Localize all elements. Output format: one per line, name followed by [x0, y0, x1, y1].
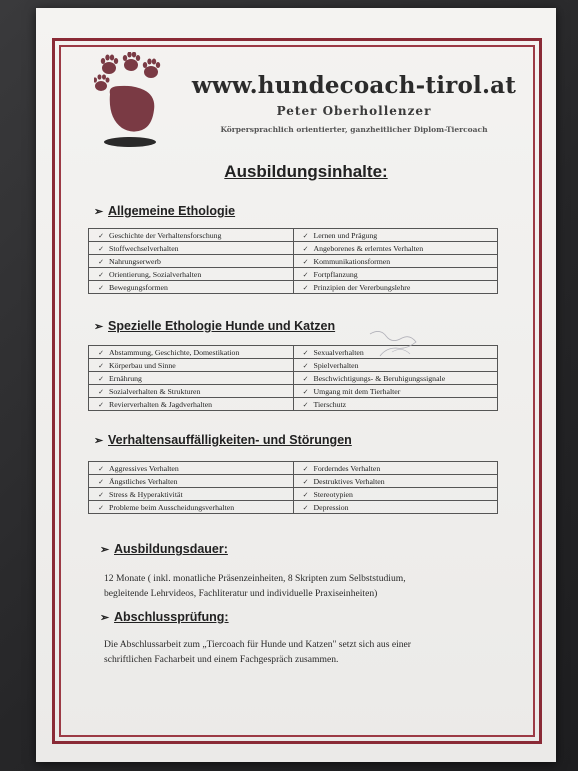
topic-label: Revierverhalten & Jagdverhalten — [109, 399, 213, 409]
topic-label: Destruktives Verhalten — [313, 476, 385, 486]
check-icon: ✓ — [98, 270, 104, 279]
topic-label: Tierschutz — [313, 399, 347, 409]
website-heading: www.hundecoach-tirol.at — [191, 72, 517, 99]
topic-label: Probleme beim Ausscheidungsverhalten — [109, 502, 235, 512]
topic-cell — [89, 385, 294, 398]
topic-cell — [89, 346, 294, 359]
check-icon: ✓ — [98, 348, 104, 357]
topic-cell — [293, 398, 498, 411]
section-heading: ➢ Spezielle Ethologie Hunde und Katzen — [94, 319, 336, 333]
table-row — [89, 488, 498, 501]
topic-label: Prinzipien der Vererbungslehre — [313, 282, 411, 292]
topic-cell — [89, 229, 294, 242]
table-row — [89, 398, 498, 411]
table-row — [89, 255, 498, 268]
topic-label: Sexualverhalten — [313, 347, 364, 357]
topic-label: Sozialverhalten & Strukturen — [109, 386, 201, 396]
topic-label: Stress & Hyperaktivität — [109, 489, 183, 499]
topic-label: Nahrungserwerb — [109, 256, 161, 266]
check-icon: ✓ — [98, 387, 104, 396]
topic-label: Ernährung — [109, 373, 142, 383]
check-icon: ✓ — [302, 257, 309, 266]
check-icon: ✓ — [302, 477, 309, 486]
topic-label: Stereotypien — [313, 489, 353, 499]
section-heading: ➢ Verhaltensauffälligkeiten- und Störungen — [94, 433, 352, 447]
exam-text: Die Abschlussarbeit zum „Tiercoach für Hunde und Katzen" setzt sich aus einer schriftlichen Facharbeit und einem Fachgespräch zusammen. — [104, 639, 412, 665]
topic-label: Aggressives Verhalten — [109, 463, 179, 473]
topic-label: Kommunikationsformen — [313, 256, 391, 266]
table-row — [89, 475, 498, 488]
check-icon: ✓ — [98, 503, 104, 512]
arrow-bullet-icon: ➢ — [94, 435, 104, 447]
topic-cell — [89, 359, 294, 372]
topic-cell — [89, 462, 294, 475]
topic-cell — [293, 255, 498, 268]
section-heading: ➢ Allgemeine Ethologie — [94, 204, 236, 218]
topic-cell — [293, 229, 498, 242]
topic-label: Stoffwechselverhalten — [109, 243, 179, 253]
check-icon: ✓ — [98, 361, 104, 370]
author-name: Peter Oberhollenzer — [276, 104, 432, 118]
topic-label: Körperbau und Sinne — [109, 360, 176, 370]
table-row — [89, 229, 498, 242]
table-row — [89, 268, 498, 281]
table-row — [89, 242, 498, 255]
topic-cell — [89, 255, 294, 268]
topic-cell — [89, 398, 294, 411]
exam-heading: ➢ Abschlussprüfung: — [100, 610, 229, 624]
topic-label: Depression — [313, 502, 349, 512]
topic-cell — [293, 281, 498, 294]
check-icon: ✓ — [98, 231, 104, 240]
check-icon: ✓ — [302, 244, 309, 253]
topic-cell — [293, 372, 498, 385]
check-icon: ✓ — [98, 490, 104, 499]
topic-cell — [293, 488, 498, 501]
topics-table — [88, 461, 498, 514]
topic-label: Angeborenes & erlerntes Verhalten — [313, 243, 424, 253]
check-icon: ✓ — [302, 270, 309, 279]
table-row — [89, 281, 498, 294]
tagline: Körpersprachlich orientierter, ganzheitlicher Diplom-Tiercoach — [220, 125, 488, 134]
topics-table — [88, 345, 498, 411]
topic-cell — [89, 488, 294, 501]
topic-label: Geschichte der Verhaltensforschung — [109, 230, 222, 240]
check-icon: ✓ — [98, 257, 104, 266]
check-icon: ✓ — [98, 464, 104, 473]
check-icon: ✓ — [98, 477, 104, 486]
check-icon: ✓ — [302, 464, 309, 473]
topic-label: Abstammung, Geschichte, Domestikation — [109, 347, 240, 357]
topic-cell — [89, 281, 294, 294]
table-row — [89, 372, 498, 385]
check-icon: ✓ — [302, 400, 309, 409]
check-icon: ✓ — [98, 283, 104, 292]
topic-cell — [89, 242, 294, 255]
arrow-bullet-icon: ➢ — [94, 206, 104, 218]
topic-cell — [89, 475, 294, 488]
check-icon: ✓ — [302, 503, 309, 512]
check-icon: ✓ — [98, 244, 104, 253]
topic-label: Fortpflanzung — [313, 269, 358, 279]
table-row — [89, 501, 498, 514]
topic-cell — [293, 462, 498, 475]
check-icon: ✓ — [302, 387, 309, 396]
page-title: Ausbildungsinhalte: — [224, 162, 388, 181]
check-icon: ✓ — [302, 231, 309, 240]
check-icon: ✓ — [302, 374, 309, 383]
topic-label: Orientierung, Sozialverhalten — [109, 269, 202, 279]
check-icon: ✓ — [98, 400, 104, 409]
duration-text: 12 Monate ( inkl. monatliche Präsenzeinheiten, 8 Skripten zum Selbststudium, begleitende Lehrvideos, Fachliteratur und individuelle Praxiseinheiten) — [104, 573, 406, 599]
duration-heading: ➢ Ausbildungsdauer: — [100, 542, 228, 556]
check-icon: ✓ — [302, 490, 309, 499]
table-row — [89, 359, 498, 372]
table-row — [89, 385, 498, 398]
table-row — [89, 462, 498, 475]
arrow-bullet-icon: ➢ — [100, 544, 110, 556]
topic-cell — [293, 242, 498, 255]
topic-label: Beschwichtigungs- & Beruhigungssignale — [313, 373, 446, 383]
topic-label: Lernen und Prägung — [313, 230, 378, 240]
topic-label: Forderndes Verhalten — [313, 463, 381, 473]
topic-label: Spielverhalten — [313, 360, 359, 370]
topic-cell — [89, 268, 294, 281]
topic-cell — [89, 501, 294, 514]
arrow-bullet-icon: ➢ — [94, 321, 104, 333]
document-sheet — [36, 8, 556, 762]
topic-cell — [293, 385, 498, 398]
topic-cell — [293, 501, 498, 514]
topic-cell — [89, 372, 294, 385]
topic-label: Ängstliches Verhalten — [109, 476, 178, 486]
check-icon: ✓ — [302, 283, 309, 292]
table-row — [89, 346, 498, 359]
pencil-scribble — [366, 326, 426, 366]
check-icon: ✓ — [302, 361, 309, 370]
topic-cell — [293, 268, 498, 281]
topic-label: Umgang mit dem Tierhalter — [313, 386, 401, 396]
topic-cell — [293, 475, 498, 488]
check-icon: ✓ — [302, 348, 309, 357]
arrow-bullet-icon: ➢ — [100, 612, 110, 624]
check-icon: ✓ — [98, 374, 104, 383]
topics-table — [88, 228, 498, 294]
paw-logo-icon — [94, 52, 172, 152]
topic-label: Bewegungsformen — [109, 282, 168, 292]
